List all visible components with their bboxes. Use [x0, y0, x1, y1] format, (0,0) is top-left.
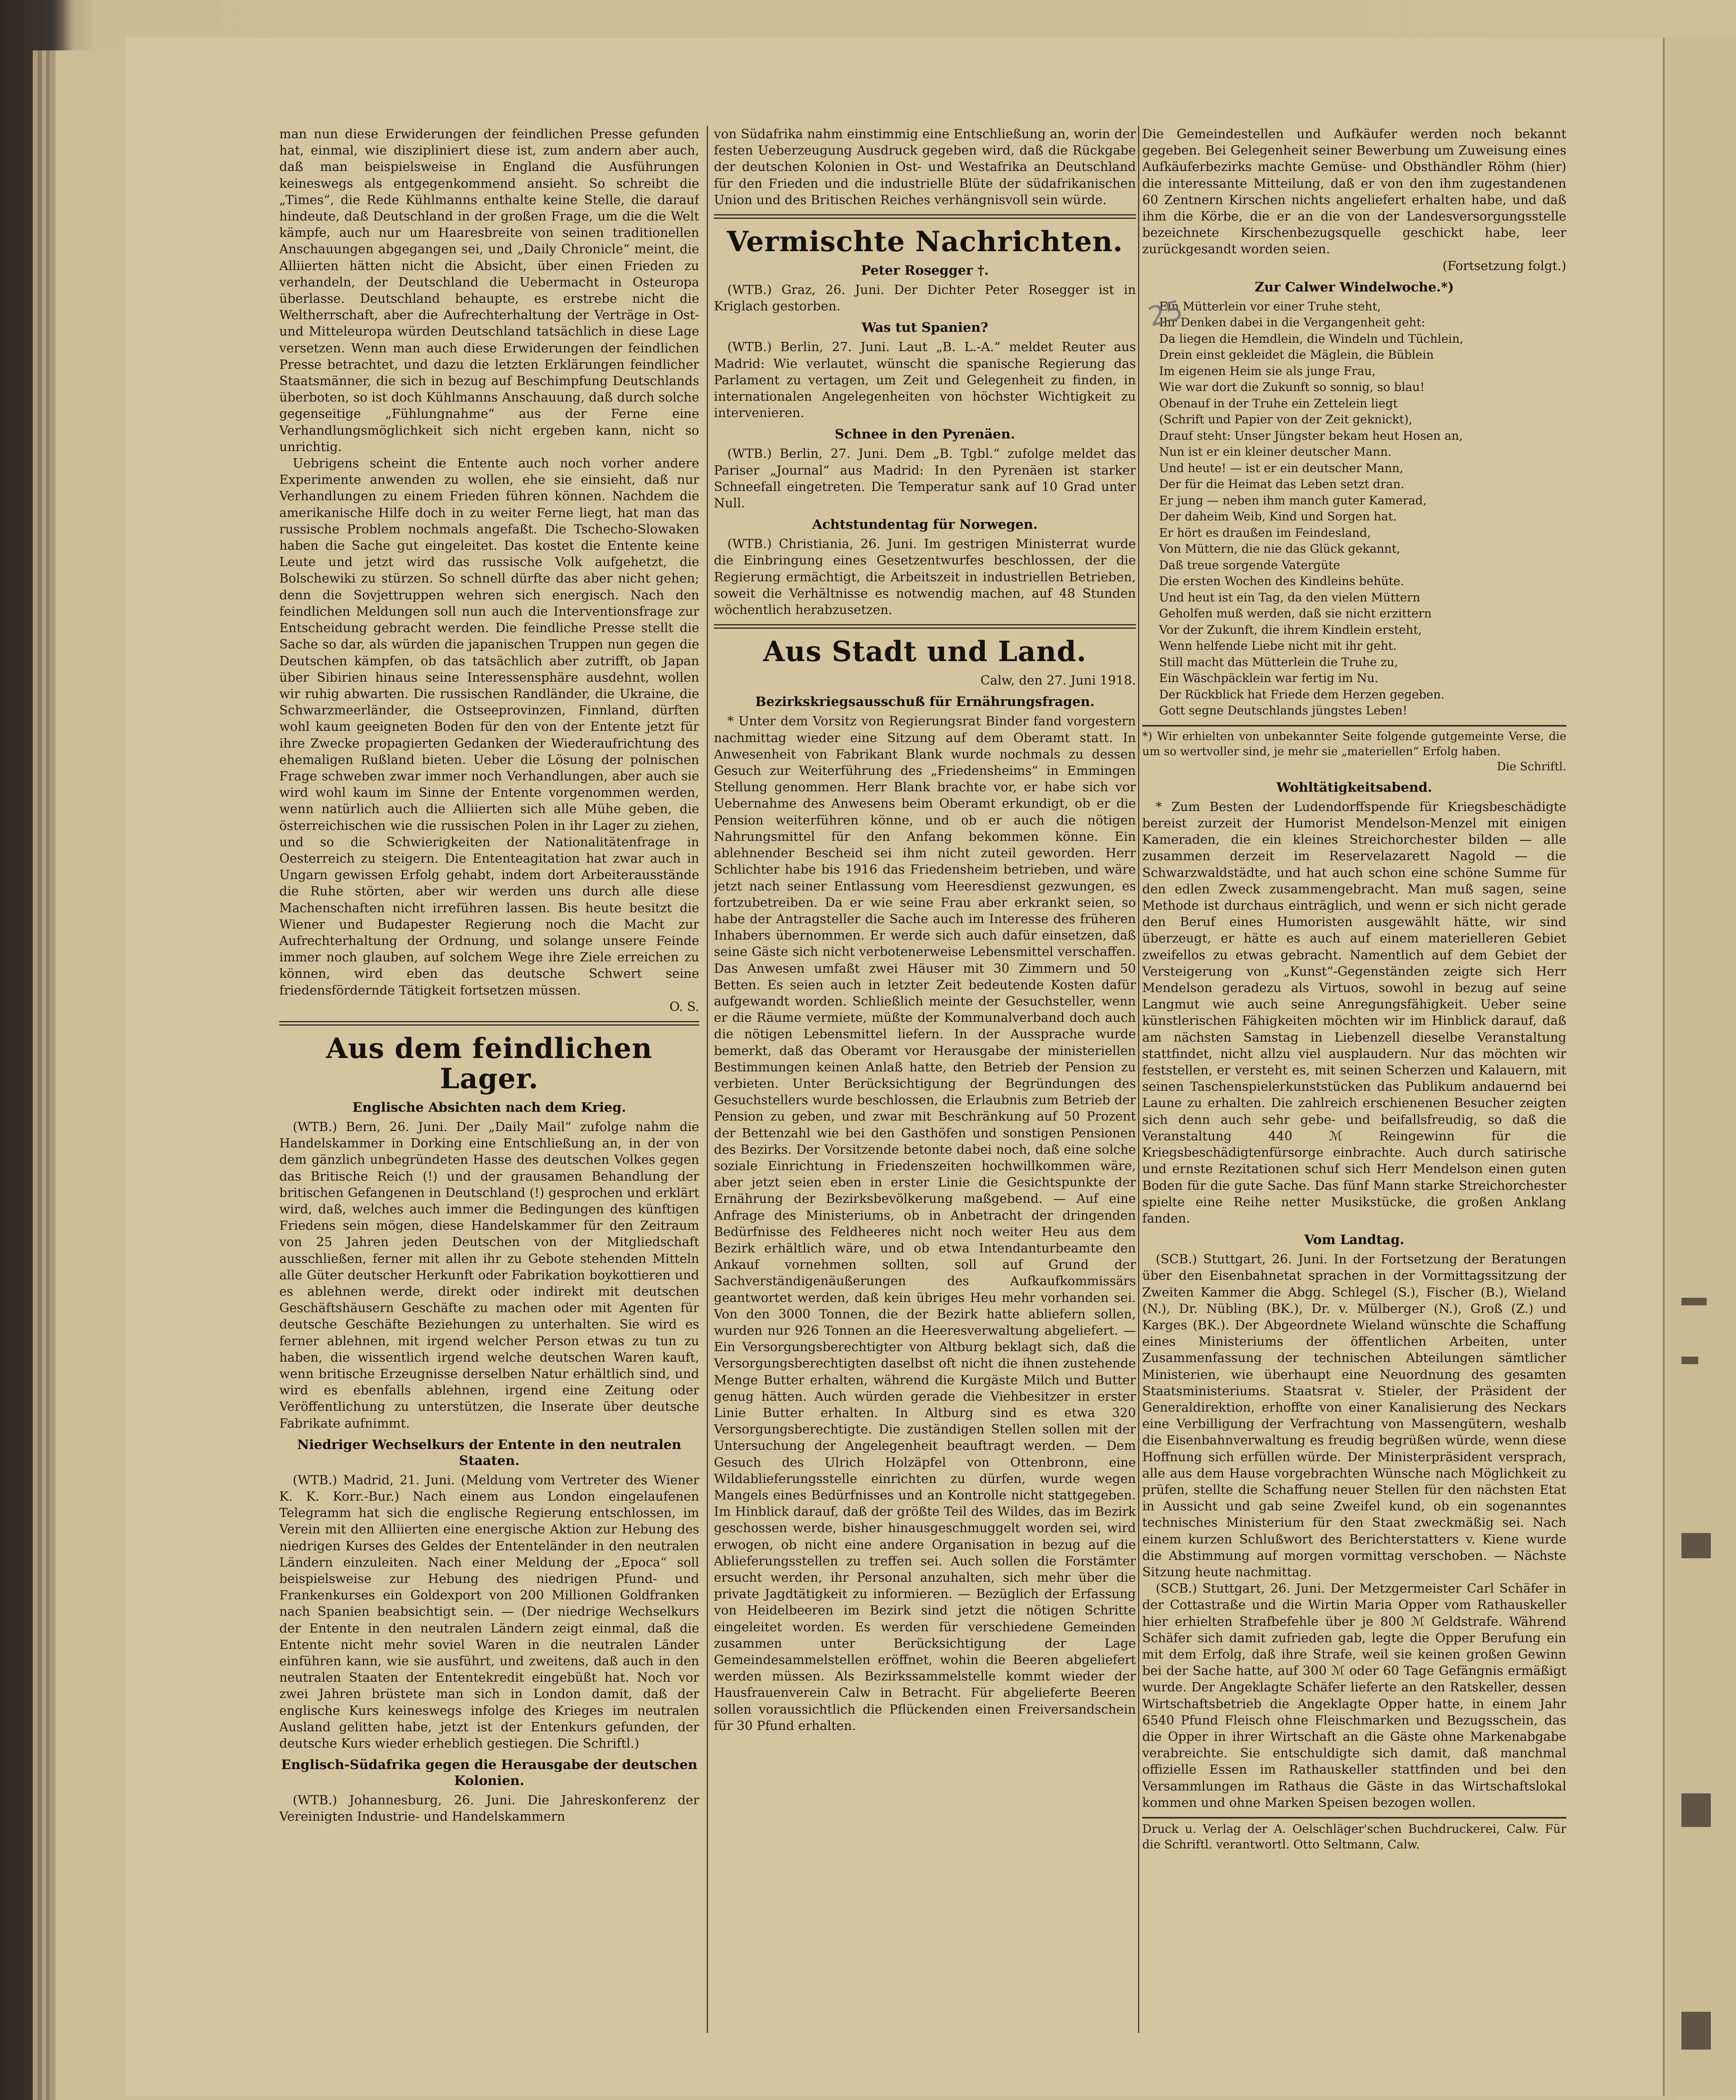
article-headline: Zur Calwer Windelwoche.*)	[1254, 279, 1454, 295]
article-paragraph: (WTB.) Bern, 26. Juni. Der „Daily Mail“ zufolge nahm die Handelskammer in Dorking eine Entschließung an, in der von dem gänzlich unbegründeten Hasse des deutschen Volkes gegen das Britische Reich (!) und der grausamen Behandlung der britischen Gefangenen in Deutschland (!) gesprochen und erklärt wird, daß, welches auch immer die Bedingungen des künftigen Friedens sein mögen, diese Handelskammer für den Zeitraum von 25 Jahren jeden Deutschen von der Mitgliedschaft ausschließen, ferner mit allen ihr zu Gebote stehenden Mitteln alle Güter deutscher Herkunft oder Fabrikation boykottieren und es ablehnen werde, direkt oder indirekt mit deutschen Geschäftshäusern Geschäfte zu machen oder mit Agenten für deutsche Geschäfte Beziehungen zu unterhalten. Sie wird es ferner ablehnen, mit irgend welcher Person etwas zu tun zu haben, die wissentlich irgend welche deutschen Waren kauft, wenn britische Erzeugnisse derselben Natur erhältlich sind, und wird es ebenfalls ablehnen, irgend eine Zeitung oder Veröffentlichung zu unterstützen, die Inserate über deutsche Fabrikate aufnimmt.	[279, 1119, 699, 1431]
pencil-annotation: 25	[1145, 294, 1186, 333]
imprint	[1142, 1821, 1566, 1852]
article-paragraph: (WTB.) Berlin, 27. Juni. Dem „B. Tgbl.“ zufolge meldet das Pariser „Journal“ aus Madrid: In den Pyrenäen ist starker Schneefall eingetreten. Die Temperatur sank auf 10 Grad unter Null.	[714, 446, 1136, 511]
poem-line: Nun ist er ein kleiner deutscher Mann.	[1159, 445, 1392, 459]
continuation-note: (Fortsetzung folgt.)	[1442, 258, 1566, 273]
section-heading: Aus Stadt und Land.	[763, 635, 1087, 668]
adjacent-page-print-fragment	[1681, 1357, 1698, 1364]
column-left	[279, 126, 699, 2033]
section-divider	[279, 1021, 699, 1022]
poem	[1159, 299, 1566, 719]
poem-line: Ein Mütterlein vor einer Truhe steht,	[1159, 299, 1381, 313]
footnote	[1142, 729, 1566, 774]
poem-line: Ein Wäschpäcklein war fertig im Nu.	[1159, 671, 1379, 685]
footnote-signature: Die Schriftl.	[1497, 760, 1566, 773]
article-paragraph: (WTB.) Graz, 26. Juni. Der Dichter Peter Rosegger ist in Kriglach gestorben.	[714, 283, 1136, 314]
section-divider	[714, 214, 1136, 215]
article-paragraph: (WTB.) Christiania, 26. Juni. Im gestrigen Ministerrat wurde die Einbringung eines Gesetzentwurfes beschlossen, der die Regierung ermächtigt, die Arbeitszeit in industriellen Betrieben, soweit die Verhältnisse es notwendig machen, auf 48 Stunden wöchentlich herabzusetzen.	[714, 537, 1136, 618]
poem-line: Vor der Zukunft, die ihrem Kindlein ersteht,	[1159, 622, 1422, 637]
imprint-divider	[1142, 1817, 1566, 1819]
poem-line: Drein einst gekleidet die Mäglein, die Büblein	[1159, 348, 1434, 362]
article-headline: Niedriger Wechselkurs der Entente in den neutralen Staaten.	[297, 1437, 682, 1468]
section-divider	[714, 624, 1136, 625]
adjacent-page-print-fragment	[1681, 1533, 1711, 1558]
footnote-text: *) Wir erhielten von unbekannter Seite folgende gutgemeinte Verse, die um so wertvoller sind, je mehr sie „materiellen“ Erfolg haben.	[1142, 730, 1566, 758]
poem-line: (Schrift und Papier von der Zeit geknickt),	[1159, 412, 1413, 427]
article-headline: Bezirkskriegsausschuß für Ernährungsfragen.	[755, 694, 1095, 710]
article-paragraph: * Zum Besten der Ludendorffspende für Kriegsbeschädigte bereist zurzeit der Humorist Mendelson-Menzel mit einigen Kameraden, die ein kleines Streichorchester bilden — alle zusammen derzeit im Reservelazarett Nagold — die Schwarzwaldstädte, und hat auch schon eine schöne Summe für den edlen Zweck zusammengebracht. Man muß sagen, seine Methode ist durchaus einträglich, und wenn er sich nicht gerade den Beruf eines Humoristen ausgewählt hätte, wir sind überzeugt, er hätte es auch auf einem materielleren Gebiet zweifellos zu etwas gebracht. Namentlich auf dem Gebiet der Versteigerung von „Kunst“-Gegenständen zeigte sich Herr Mendelson geradezu als Virtuos, sowohl in bezug auf seine Langmut wie auch seine Anregungsfähigkeit. Ueber seine künstlerischen Fähigkeiten möchten wir im Hinblick darauf, daß am nächsten Samstag in Liebenzell dieselbe Veranstaltung stattfindet, nicht allzu viel ausplaudern. Nur das möchten wir feststellen, er versteht es, mit seinen Scherzen und Kalauern, mit seinen Taschenspielerkunststücken das Publikum andauernd bei Laune zu erhalten. Die zahlreich erschienenen Besucher zeigten sich denn auch sehr gebe- und beifallsfreudig, so daß die Veranstaltung 440 ℳ Reingewinn für die Kriegsbeschädigtenfürsorge einbrachte. Auch durch satirische und ernste Rezitationen schuf sich Herr Mendelson einen guten Boden für die gute Sache. Das fünf Mann starke Streichorchester spielte eine Reihe netter Musikstücke, die großen Anklang fanden.	[1142, 799, 1566, 1226]
poem-line: Er hört es draußen im Feindesland,	[1159, 525, 1371, 540]
poem-line: Da liegen die Hemdlein, die Windeln und Tüchlein,	[1159, 331, 1463, 346]
poem-line: Der Rückblick hat Friede dem Herzen gegeben.	[1159, 687, 1445, 701]
poem-line: Geholfen muß werden, daß sie nicht erzittern	[1159, 606, 1432, 621]
poem-line: Daß treue sorgende Vatergüte	[1159, 558, 1340, 572]
section-heading: Aus dem feindlichen Lager.	[326, 1032, 653, 1095]
poem-line: Der für die Heimat das Leben setzt dran.	[1159, 477, 1405, 491]
section-heading: Vermischte Nachrichten.	[726, 225, 1123, 258]
article-paragraph: Die Gemeindestellen und Aufkäufer werden noch bekannt gegeben. Bei Gelegenheit seiner Bewerbung um Zuweisung eines Aufkäuferbezirks machte Gemüse- und Obsthändler Röhm (hier) die interessante Mitteilung, daß er von den ihm zugestandenen 60 Zentnern Kirschen nichts angeliefert erhalten habe, und daß ihm die Körbe, die er an die von der Landesversorgungsstelle bezeichnete Kirschenbezugsquelle geschickt habe, leer zurückgesandt worden seien.	[1142, 127, 1566, 257]
dateline: Calw, den 27. Juni 1918.	[980, 673, 1136, 688]
poem-line: Still macht das Mütterlein die Truhe zu,	[1159, 655, 1398, 669]
poem-line: Im eigenen Heim sie als junge Frau,	[1159, 364, 1376, 378]
article-headline: Schnee in den Pyrenäen.	[834, 427, 1015, 442]
author-signature: O. S.	[669, 999, 699, 1014]
article-paragraph: (SCB.) Stuttgart, 26. Juni. In der Fortsetzung der Beratungen über den Eisenbahnetat sprachen in der Vormittagssitzung der Zweiten Kammer die Abgg. Schlegel (S.), Fischer (B.), Wieland (N.), Dr. Nübling (BK.), Dr. v. Mülberger (N.), Groß (Z.) und Karges (BK.). Der Abgeordnete Wieland wünschte die Schaffung eines Ministeriums der öffentlichen Arbeiten, unter Zusammenfassung der technischen Abteilungen sämtlicher Ministerien, wie überhaupt eine Neuordnung des gesamten Staatsministeriums. Staatsrat v. Stieler, der Präsident der Generaldirektion, erhoffte von einer Kanalisierung des Neckars eine Verbilligung der Verfrachtung von Massengütern, weshalb die Eisenbahnverwaltung es freudig begrüßen würde, wenn diese Hoffnung sich erfüllen würde. Der Ministerpräsident versprach, alle aus dem Hause vorgebrachten Wünsche nach Möglichkeit zu prüfen, stellte die Schaffung neuer Stellen für den nächsten Etat in Aussicht und gab seine Zweifel kund, ob ein sogenanntes technisches Ministerium für den Staat zweckmäßig sei. Nach einem kurzen Schlußwort des Berichterstatters v. Kiene wurde die Abstimmung auf morgen vormittag verschoben. — Nächste Sitzung heute nachmittag.	[1142, 1252, 1566, 1580]
poem-line: Gott segne Deutschlands jüngstes Leben!	[1159, 704, 1408, 718]
article-headline: Wohltätigkeitsabend.	[1276, 780, 1432, 795]
poem-line: Wenn helfende Liebe nicht mit ihr geht.	[1159, 639, 1397, 653]
article-paragraph: von Südafrika nahm einstimmig eine Entschließung an, worin der festen Ueberzeugung Ausdruck gegeben wird, daß die Rückgabe der deutschen Kolonien in Ost- und Westafrika an Deutschland für den Frieden und die industrielle Blüte der südafrikanischen Union und des Britischen Reiches verhängnisvoll sein würde.	[714, 127, 1136, 207]
article-headline: Peter Rosegger †.	[861, 263, 989, 278]
poem-line: Wie war dort die Zukunft so sonnig, so blau!	[1159, 380, 1425, 394]
poem-line: Er jung — neben ihm manch guter Kamerad,	[1159, 493, 1427, 507]
column-right	[1142, 126, 1566, 2033]
adjacent-page-print-fragment	[1681, 2012, 1711, 2050]
article-paragraph: (WTB.) Madrid, 21. Juni. (Meldung vom Vertreter des Wiener K. K. Korr.-Bur.) Nach einem aus London eingelaufenen Telegramm hat sich die englische Regierung entschlossen, im Verein mit den Alliierten eine energische Aktion zur Hebung des niedrigen Kurses des Geldes der Ententeländer in den neutralen Ländern einzuleiten. Nach einer Meldung der „Epoca“ soll beispielsweise zur Hebung des niedrigen Pfund- und Frankenkurses ein Goldexport von 200 Millionen Goldfranken nach Spanien beabsichtigt sein. — (Der niedrige Wechselkurs der Entente in den neutralen Ländern zeigt einmal, daß die Entente nicht mehr soviel Waren in die neutralen Länder einführen kann, wie sie ausführt, und zweitens, daß auch in den neutralen Staaten der Ententekredit eingebüßt hat. Noch vor zwei Jahren brüstete man sich in London damit, daß der englische Kurs keineswegs infolge des Krieges im neutralen Ausland gelitten habe, jetzt ist der Entenkurs gefunden, der deutsche Kurs wieder erheblich gestiegen. Die Schriftl.)	[279, 1473, 699, 1751]
article-headline: Achtstundentag für Norwegen.	[812, 517, 1038, 533]
poem-line: Der daheim Weib, Kind und Sorgen hat.	[1159, 509, 1397, 524]
poem-line: Und heute! — ist er ein deutscher Mann,	[1159, 461, 1403, 475]
column-rule	[707, 126, 708, 2033]
article-headline: Vom Landtag.	[1304, 1232, 1405, 1248]
footnote-divider	[1142, 725, 1566, 727]
poem-line: Und heut ist ein Tag, da den vielen Müttern	[1159, 590, 1421, 604]
adjacent-page-print-fragment	[1681, 1298, 1707, 1305]
poem-line: Von Müttern, die nie das Glück gekannt,	[1159, 542, 1400, 556]
article-headline: Was tut Spanien?	[861, 320, 989, 336]
article-paragraph: Uebrigens scheint die Entente auch noch vorher andere Experimente anwenden zu wollen, ehe sie einsieht, daß nur Verhandlungen zu einem Frieden führen können. Nachdem die amerikanische Hilfe doch in zu weiter Ferne liegt, hat man das russische Problem nochmals angefaßt. Die Tschecho-Slowaken haben die Sache gut eingeleitet. Das kostet die Entente keine Leute und jetzt wird das russische Volk aufgehetzt, die Bolschewiki zu stürzen. So schnell dürfte das aber nicht gehen; denn die Sovjettruppen wehren sich energisch. Nach den feindlichen Meldungen soll nun auch die Interventionsfrage zur Entscheidung gebracht werden. Die feindliche Presse stellt die Sache so dar, als würden die japanischen Truppen nun gegen die Deutschen kämpfen, ob das tatsächlich aber zutrifft, ob Japan über Sibirien hinaus seine Interessensphäre ausdehnt, wollen wir ruhig abwarten. Die russischen Randländer, die Ukraine, die Schwarzmeerländer, die Ostseeprovinzen, Finnland, dürften wohl kaum geeigneten Boden für den von der Entente jetzt für ihre Zwecke propagierten Gedanken der Wiederaufrichtung des ehemaligen Rußland bieten. Ueber die Lösung der polnischen Frage schweben zwar immer noch Verhandlungen, aber auch sie wird wohl kaum im Sinne der Entente vorgenommen werden, wenn natürlich auch die Alliierten sich alle Mühe geben, die österreichischen wie die russischen Polen in ihr Lager zu ziehen, und so die Schwierigkeiten der Nationalitätenfrage in Oesterreich zu steigern. Die Ententeagitation hat zwar auch in Ungarn gewissen Erfolg gehabt, indem dort Arbeiterausstände die Ruhe störten, aber wir werden uns durch alle diese Machenschaften nicht irreführen lassen. Bis heute besitzt die Wiener und Budapester Regierung noch die Macht zur Aufrechterhaltung der Ordnung, und solange unsere Feinde immer noch glauben, auf solchem Wege ihre Ziele erreichen zu können, wird eben das deutsche Schwert seine friedensfördernde Tätigkeit fortsetzen müssen.	[279, 456, 699, 998]
article-paragraph: (WTB.) Berlin, 27. Juni. Laut „B. L.-A.“ meldet Reuter aus Madrid: Wie verlautet, wünscht die spanische Regierung das Parlament zu vertagen, um Zeit und Gelegenheit zu finden, in internationalen Angelegenheiten von höchster Wichtigkeit zu intervenieren.	[714, 340, 1136, 421]
column-rule	[1138, 126, 1139, 2033]
adjacent-page-edge	[1663, 38, 1736, 2096]
imprint-text: Druck u. Verlag der A. Oelschläger'schen Buchdruckerei, Calw. Für die Schriftl. verantwortl. Otto Seltmann, Calw.	[1142, 1822, 1566, 1852]
article-headline: Englische Absichten nach dem Krieg.	[352, 1100, 626, 1115]
article-headline: Englisch-Südafrika gegen die Herausgabe der deutschen Kolonien.	[281, 1757, 698, 1789]
article-paragraph: (SCB.) Stuttgart, 26. Juni. Der Metzgermeister Carl Schäfer in der Cottastraße und die Wirtin Maria Opper vom Rathauskeller hier erhielten Strafbefehle über je 800 ℳ Geldstrafe. Während Schäfer sich damit zufrieden gab, legte die Opper Berufung ein mit dem Erfolg, daß ihre Strafe, weil sie keinen großen Gewinn bei der Sache hatte, auf 300 ℳ oder 60 Tage Gefängnis ermäßigt wurde. Der Angeklagte Schäfer lieferte an den Ratskeller, dessen Wirtschaftsbetrieb die Angeklagte Opper hatte, in einem Jahr 6540 Pfund Fleisch ohne Fleischmarken und Bezugsschein, das die Opper in ihrer Wirtschaft an die Gäste ohne Markenabgabe verabreichte. Sie entschuldigte sich damit, daß manchmal offizielle Essen im Rathauskeller stattfinden und bei den Versammlungen im Rathaus die Gäste in das Wirtschaftslokal kommen und ohne Marken Speisen bezogen wollen.	[1142, 1581, 1566, 1810]
poem-line: Ihr Denken dabei in die Vergangenheit geht:	[1159, 315, 1425, 330]
poem-line: Die ersten Wochen des Kindleins behüte.	[1159, 574, 1404, 588]
poem-line: Obenauf in der Truhe ein Zettelein liegt	[1159, 396, 1398, 410]
article-paragraph: (WTB.) Johannesburg, 26. Juni. Die Jahreskonferenz der Vereinigten Industrie- und Handelskammern	[279, 1793, 699, 1824]
adjacent-page-print-fragment	[1681, 1793, 1711, 1827]
poem-line: Drauf steht: Unser Jüngster bekam heut Hosen an,	[1159, 428, 1463, 443]
article-paragraph: * Unter dem Vorsitz von Regierungsrat Binder fand vorgestern nachmittag wieder eine Sitzung auf dem Oberamt statt. In Anwesenheit von Fabrikant Blank wurde nochmals zu dessen Gesuch zur Weiterführung des „Friedensheims“ in Emmingen Stellung genommen. Herr Blank brachte vor, er habe sich vor Uebernahme des Anwesens beim Oberamt erkundigt, ob er die Pension weiterführen könne, und ob er auch die nötigen Nahrungsmittel für den Anfang bekommen könne. Ein ablehnender Bescheid sei ihm nicht zuteil geworden. Herr Schlichter habe bis 1916 das Friedensheim betrieben, und wäre jetzt nach seiner Entlassung vom Heeresdienst gezwungen, es fortzubetreiben. Da er wie seine Frau aber erkrankt seien, so habe der Antragsteller die Sache auch im Interesse des früheren Inhabers übernommen. Er werde sich auch dafür einsetzen, daß seine Gäste sich nicht verbotenerweise Lebensmittel verschaffen. Das Anwesen umfaßt zwei Häuser mit 30 Zimmern und 50 Betten. Es seien auch in letzter Zeit bedeutende Kosten dafür aufgewandt worden. Schließlich meinte der Gesuchsteller, wenn er die Räume vermiete, müßte der Kommunalverband doch auch die nötigen Lebensmittel liefern. In der Aussprache wurde bemerkt, daß das Oberamt vor Herausgabe der ministeriellen Bestimmungen keinen Anlaß hatte, den Betrieb der Pension zu verbieten. Unter Berücksichtigung der Begründungen des Gesuchstellers wurde beschlossen, die Erlaubnis zum Betrieb der Pension zu geben, und zwar mit Beschränkung auf 50 Prozent der Bettenzahl wie bei den Gasthöfen und sonstigen Pensionen des Bezirks. Der Vorsitzende betonte dabei noch, daß eine solche soziale Einrichtung in Friedenszeiten hochwillkommen wäre, aber jetzt seien eben in erster Linie die Gesichtspunkte der Ernährung der Bezirksbevölkerung maßgebend. — Auf eine Anfrage des Ministeriums, ob in Anbetracht der dringenden Bedürfnisse des Feldheeres nicht noch weiter Heu aus dem Bezirk erhältlich wäre, und ob etwa Intendanturbeamte den Ankauf vornehmen sollten, soll auf Grund der Sachverständigenäußerungen des Aufkaufkommissärs geantwortet werden, daß kein übriges Heu mehr vorhanden sei. Von den 3000 Tonnen, die der Bezirk hatte abliefern sollen, wurden nur 926 Tonnen an die Heeresverwaltung abgeliefert. — Ein Versorgungsberechtigter von Altburg beklagt sich, daß die Versorgungsberechtigten daselbst oft nicht die ihnen zustehende Menge Butter erhalten, während die Kurgäste Milch und Butter genug hätten. Auch würden gerade die Viehbesitzer in erster Linie Butter erhalten. In Altburg sind es etwa 320 Versorgungsberechtigte. Die zuständigen Stellen sollen mit der Untersuchung der Angelegenheit beauftragt werden. — Dem Gesuch des Ulrich Holzäpfel von Ottenbronn, eine Wildablieferungsstelle einrichten zu dürfen, wurde wegen Mangels eines Bedürfnisses und an Kontrolle nicht stattgegeben. Im Hinblick darauf, daß der größte Teil des Wildes, das im Bezirk geschossen werde, bisher hinausgeschmuggelt worden sei, wird erwogen, ob nicht eine andere Organisation in bezug auf die Ablieferungsstellen zu treffen sei. Auch sollen die Forstämter ersucht werden, ihr Personal anzuhalten, sich mehr über die private Jagdtätigkeit zu informieren. — Bezüglich der Erfassung von Heidelbeeren im Bezirk sind jetzt die nötigen Schritte eingeleitet worden. Es werden für verschiedene Gemeinden zusammen unter Berücksichtigung der Lage Gemeindesammelstellen eröffnet, wohin die Beeren abgeliefert werden müssen. Als Bezirkssammelstelle kommt wieder der Hausfrauenverein Calw in Betracht. Für abgelieferte Beeren sollen voraussichtlich die Pflückenden einen Freiversandschein für 30 Pfund erhalten.	[714, 714, 1136, 1733]
column-middle	[714, 126, 1136, 2033]
article-paragraph: man nun diese Erwiderungen der feindlichen Presse gefunden hat, einmal, wie diszipliniert diese ist, zum andern aber auch, daß man beispielsweise in England die Ausführungen keineswegs als entgegenkommend ansieht. So schreibt die „Times“, die Rede Kühlmanns enthalte keine Stelle, die darauf hindeute, daß Deutschland in der großen Frage, um die die Welt kämpfe, auch nur um Haaresbreite von seinen traditionellen Anschauungen abgegangen sei, und „Daily Chronicle“ meint, die Alliierten hätten nicht die Absicht, über einen Frieden zu verhandeln, der Deutschland die Uebermacht in Osteuropa überlasse. Deutschland behaupte, es erstrebe nicht die Weltherrschaft, aber die Aufrechterhaltung der Verträge in Ost- und Mitteleuropa würden Deutschland tatsächlich in diese Lage versetzen. Wenn man auch diese Erwiderungen der feindlichen Presse betrachtet, und dazu die letzten Erklärungen feindlicher Staatsmänner, die sich in bezug auf Beschimpfung Deutschlands überboten, so ist doch Kühlmanns Anschauung, daß durch solche gegenseitige „Fühlungnahme“ aus der Ferne eine Verhandlungsmöglichkeit sich nicht ergeben kann, nicht so unrichtig.	[279, 127, 699, 454]
